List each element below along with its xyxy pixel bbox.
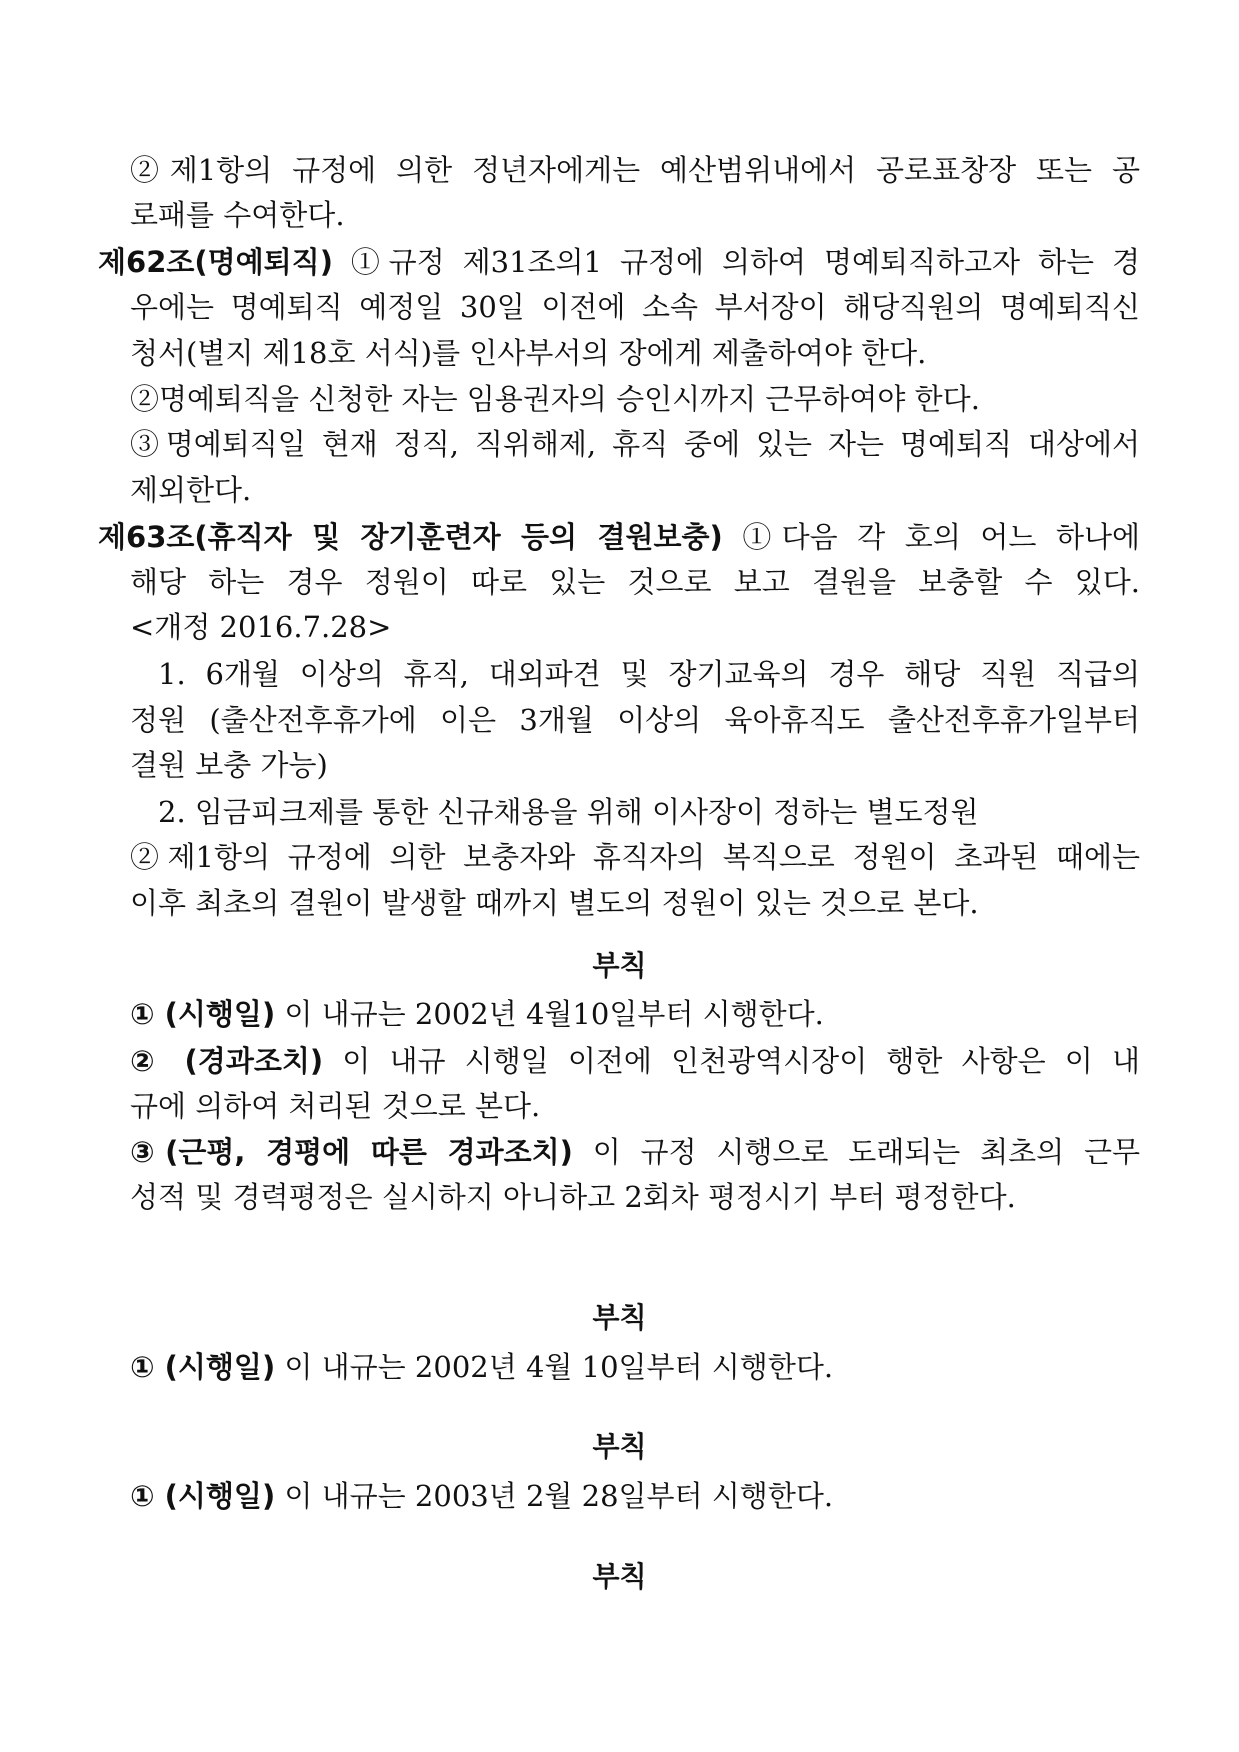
addenda3-item1-label: ① (시행일) bbox=[130, 1479, 276, 1513]
addenda3-heading: 부칙 bbox=[592, 1430, 647, 1463]
addenda1-item2-text-line2: 규에 의하여 처리된 것으로 본다. bbox=[130, 1089, 541, 1123]
addenda1-item3-text-line2: 성적 및 경력평정은 실시하지 아니하고 2회차 평정시기 부터 평정한다. bbox=[130, 1180, 1016, 1214]
art63-title: 제63조(휴직자 및 장기훈련자 등의 결원보충) bbox=[98, 520, 723, 554]
addenda1-heading: 부칙 bbox=[592, 949, 647, 982]
addenda4-heading: 부칙 bbox=[592, 1560, 647, 1593]
art62-para1-line2: 우에는 명예퇴직 예정일 30일 이전에 소속 부서장이 해당직원의 명예퇴직신 bbox=[130, 290, 1140, 324]
addenda3-item1 bbox=[130, 1474, 1140, 1518]
addenda2-item1 bbox=[130, 1345, 1140, 1389]
art63-item1-line3: 결원 보충 가능) bbox=[130, 748, 328, 782]
art63-para1-line2: 해당 하는 경우 정원이 따로 있는 것으로 보고 결원을 보충할 수 있다. bbox=[130, 565, 1140, 599]
addenda1-item3-label: ③(근평, 경평에 따른 경과조치) bbox=[130, 1135, 573, 1169]
addenda2-item1-label: ① (시행일) bbox=[130, 1350, 276, 1384]
art63-amendment-note: <개정 2016.7.28> bbox=[130, 610, 392, 644]
addenda1-item1 bbox=[130, 992, 1140, 1036]
addenda1-item2-text-line1: 이 내규 시행일 이전에 인천광역시장이 행한 사항은 이 내 bbox=[323, 1044, 1140, 1078]
art63-item1-line1: 1. 6개월 이상의 휴직, 대외파견 및 장기교육의 경우 해당 직원 직급의 bbox=[158, 657, 1140, 691]
addenda1-item3-line1 bbox=[130, 1130, 1140, 1174]
addenda1-item2-label: ② (경과조치) bbox=[130, 1044, 324, 1078]
art62-para1-line1: ①규정 제31조의1 규정에 의하여 명예퇴직하고자 하는 경 bbox=[332, 245, 1140, 279]
art62-para2: ②명예퇴직을 신청한 자는 임용권자의 승인시까지 근무하여야 한다. bbox=[130, 382, 980, 416]
addenda2-item1-text: 이 내규는 2002년 4월 10일부터 시행한다. bbox=[275, 1350, 834, 1384]
art63-para2-line2: 이후 최초의 결원이 발생할 때까지 별도의 정원이 있는 것으로 본다. bbox=[130, 886, 979, 920]
art63-line1 bbox=[98, 515, 1140, 559]
art62-line1 bbox=[98, 240, 1140, 284]
art62-para3-line1: ③명예퇴직일 현재 정직, 직위해제, 휴직 중에 있는 자는 명예퇴직 대상에서 bbox=[130, 427, 1140, 461]
art63-para1-line1: ①다음 각 호의 어느 하나에 bbox=[722, 520, 1140, 554]
art61-para2-line2: 로패를 수여한다. bbox=[130, 198, 345, 232]
addenda2-heading: 부칙 bbox=[592, 1301, 647, 1334]
addenda1-item3-text-line1: 이 규정 시행으로 도래되는 최초의 근무 bbox=[572, 1135, 1140, 1169]
addenda3-item1-text: 이 내규는 2003년 2월 28일부터 시행한다. bbox=[275, 1479, 834, 1513]
art61-para2-line1: ②제1항의 규정에 의한 정년자에게는 예산범위내에서 공로표창장 또는 공 bbox=[130, 153, 1140, 187]
art63-item1-line2: 정원 (출산전후휴가에 이은 3개월 이상의 육아휴직도 출산전후휴가일부터 bbox=[130, 703, 1140, 737]
art62-title: 제62조(명예퇴직) bbox=[98, 245, 333, 279]
art63-para2-line1: ②제1항의 규정에 의한 보충자와 휴직자의 복직으로 정원이 초과된 때에는 bbox=[130, 840, 1140, 874]
addenda1-item1-text: 이 내규는 2002년 4월10일부터 시행한다. bbox=[275, 997, 824, 1031]
addenda1-item1-label: ① (시행일) bbox=[130, 997, 276, 1031]
addenda1-item2-line1 bbox=[130, 1039, 1140, 1083]
art62-para1-line3: 청서(별지 제18호 서식)를 인사부서의 장에게 제출하여야 한다. bbox=[130, 336, 927, 370]
art63-item2: 2. 임금피크제를 통한 신규채용을 위해 이사장이 정하는 별도정원 bbox=[158, 795, 979, 829]
art62-para3-line2: 제외한다. bbox=[130, 473, 252, 507]
